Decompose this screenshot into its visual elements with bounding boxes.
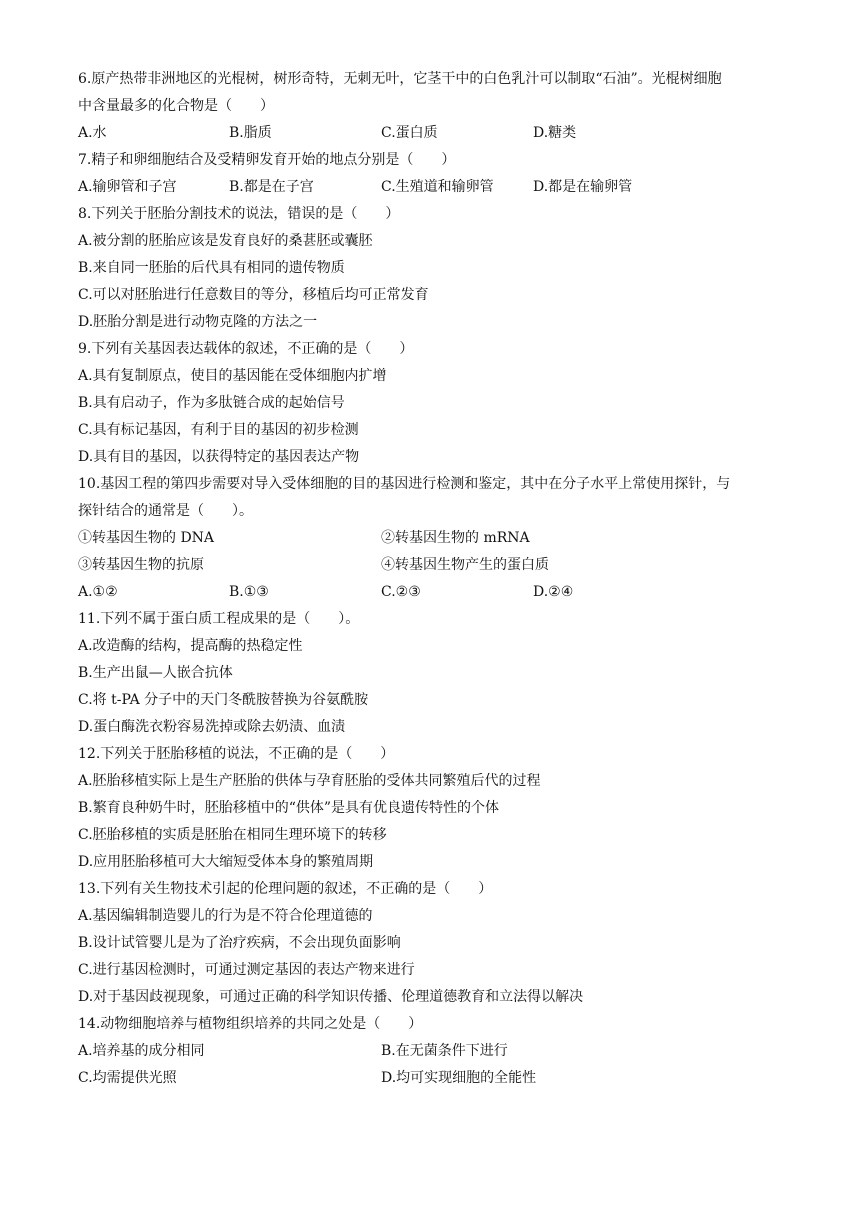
- option-a: A.①②: [78, 584, 118, 600]
- option-c: C.生殖道和输卵管: [381, 179, 494, 195]
- option-d: D.应用胚胎移植可大大缩短受体本身的繁殖周期: [78, 854, 374, 870]
- question-10-stem-cont: 探针结合的通常是（ ）。: [78, 503, 253, 519]
- option-c: C.可以对胚胎进行任意数目的等分，移植后均可正常发育: [78, 287, 429, 303]
- option-c: C.均需提供光照: [78, 1070, 177, 1086]
- question-12-stem: 12.下列关于胚胎移植的说法，不正确的是（ ）: [78, 746, 395, 762]
- option-d: D.蛋白酶洗衣粉容易洗掉或除去奶渍、血渍: [78, 719, 346, 735]
- exam-page: [78, 66, 790, 1092]
- question-10-items-row-2: [78, 552, 790, 579]
- option-b: B.脂质: [229, 125, 272, 141]
- option-a: A.胚胎移植实际上是生产胚胎的供体与孕育胚胎的受体共同繁殖后代的过程: [78, 773, 541, 789]
- option-b: B.生产出鼠—人嵌合抗体: [78, 665, 233, 681]
- question-10-items-row-1: [78, 525, 790, 552]
- option-c: C.进行基因检测时，可通过测定基因的表达产物来进行: [78, 962, 415, 978]
- option-a: A.水: [78, 125, 107, 141]
- option-a: A.被分割的胚胎应该是发育良好的桑葚胚或囊胚: [78, 233, 373, 249]
- question-14-options-row-1: [78, 1038, 790, 1065]
- option-d: D.糖类: [533, 125, 577, 141]
- option-b: B.设计试管婴儿是为了治疗疾病，不会出现负面影响: [78, 935, 401, 951]
- option-b: B.繁育良种奶牛时，胚胎移植中的“供体”是具有优良遗传特性的个体: [78, 800, 500, 816]
- question-14-options-row-2: [78, 1065, 790, 1092]
- option-d: D.具有目的基因，以获得特定的基因表达产物: [78, 449, 360, 465]
- question-14-stem: 14.动物细胞培养与植物组织培养的共同之处是（ ）: [78, 1016, 423, 1032]
- question-7-stem: 7.精子和卵细胞结合及受精卵发育开始的地点分别是（ ）: [78, 152, 456, 168]
- option-b: B.具有启动子，作为多肽链合成的起始信号: [78, 395, 345, 411]
- option-d: D.对于基因歧视现象，可通过正确的科学知识传播、伦理道德教育和立法得以解决: [78, 989, 584, 1005]
- item-1: ①转基因生物的 DNA: [78, 530, 215, 546]
- option-d: D.②④: [533, 584, 574, 600]
- option-d: D.都是在输卵管: [533, 179, 633, 195]
- question-11-stem: 11.下列不属于蛋白质工程成果的是（ ）。: [78, 611, 360, 627]
- item-3: ③转基因生物的抗原: [78, 557, 204, 573]
- option-a: A.改造酶的结构，提高酶的热稳定性: [78, 638, 303, 654]
- question-10-options: [78, 579, 790, 606]
- option-d: D.均可实现细胞的全能性: [381, 1070, 537, 1086]
- item-2: ②转基因生物的 mRNA: [381, 530, 530, 546]
- question-7-options: [78, 174, 790, 201]
- question-6-options: [78, 120, 790, 147]
- item-4: ④转基因生物产生的蛋白质: [381, 557, 549, 573]
- option-c: C.胚胎移植的实质是胚胎在相同生理环境下的转移: [78, 827, 387, 843]
- question-10-stem: 10.基因工程的第四步需要对导入受体细胞的目的基因进行检测和鉴定，其中在分子水平上常使用探针，与: [78, 476, 731, 492]
- option-b: B.在无菌条件下进行: [381, 1043, 508, 1059]
- option-b: B.都是在子宫: [229, 179, 314, 195]
- question-9-stem: 9.下列有关基因表达载体的叙述，不正确的是（ ）: [78, 341, 414, 357]
- option-b: B.①③: [229, 584, 269, 600]
- option-d: D.胚胎分割是进行动物克隆的方法之一: [78, 314, 318, 330]
- option-a: A.培养基的成分相同: [78, 1043, 205, 1059]
- question-6-stem-cont: 中含量最多的化合物是（ ）: [78, 98, 274, 114]
- option-a: A.输卵管和子宫: [78, 179, 177, 195]
- option-c: C.蛋白质: [381, 125, 438, 141]
- question-6-stem: 6.原产热带非洲地区的光棍树，树形奇特，无刺无叶，它茎干中的白色乳汁可以制取“石油”。光棍树细胞: [78, 71, 722, 87]
- option-c: C.具有标记基因，有利于目的基因的初步检测: [78, 422, 359, 438]
- option-a: A.基因编辑制造婴儿的行为是不符合伦理道德的: [78, 908, 373, 924]
- option-c: C.将 t-PA 分子中的天门冬酰胺替换为谷氨酰胺: [78, 692, 369, 708]
- question-13-stem: 13.下列有关生物技术引起的伦理问题的叙述，不正确的是（ ）: [78, 881, 493, 897]
- question-8-stem: 8.下列关于胚胎分割技术的说法，错误的是（ ）: [78, 206, 400, 222]
- option-a: A.具有复制原点，使目的基因能在受体细胞内扩增: [78, 368, 387, 384]
- option-c: C.②③: [381, 584, 421, 600]
- option-b: B.来自同一胚胎的后代具有相同的遗传物质: [78, 260, 345, 276]
